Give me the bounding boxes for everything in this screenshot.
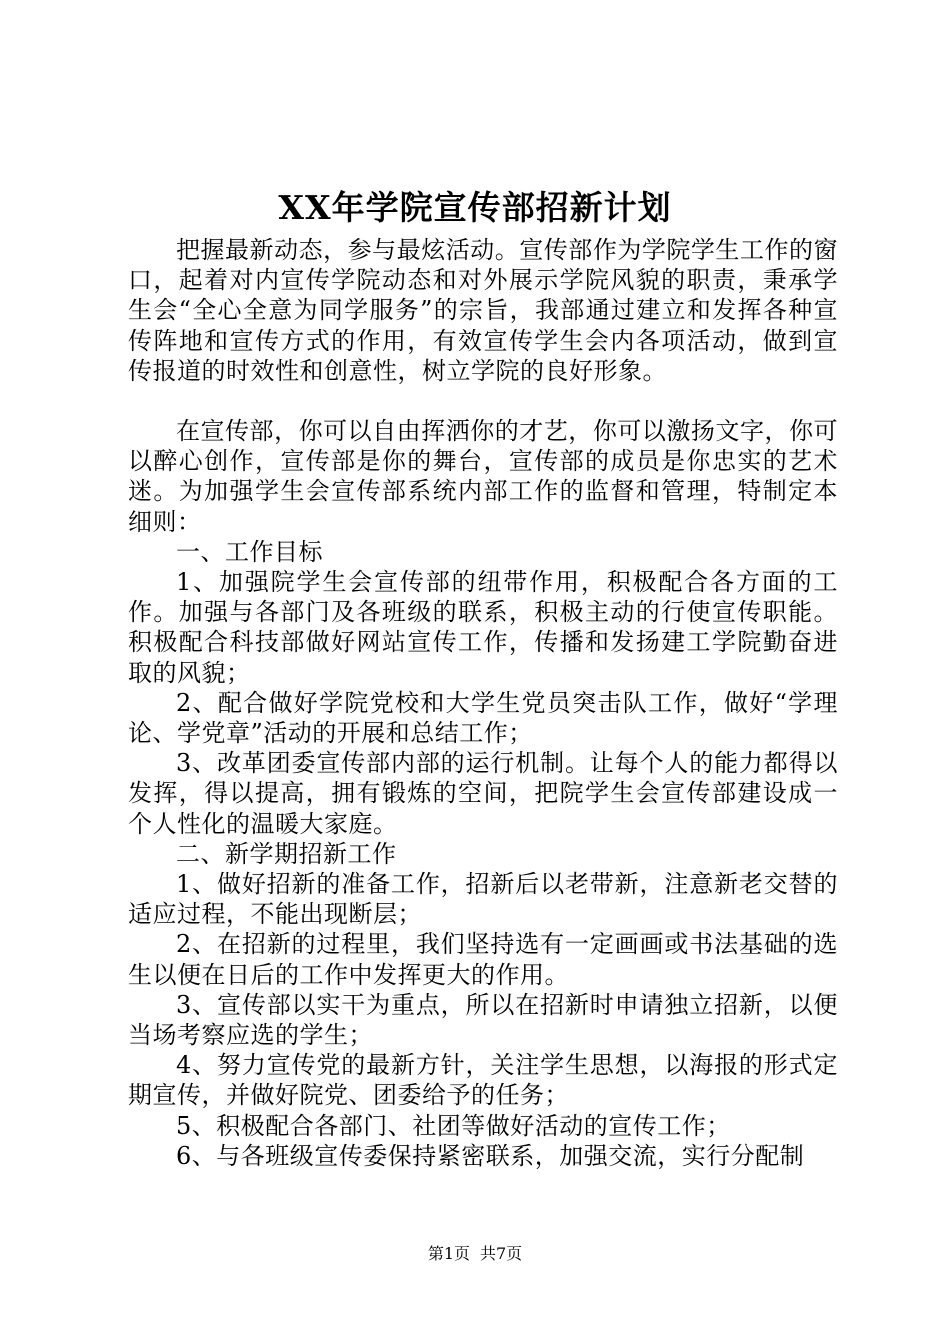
document-body [128, 235, 838, 1171]
recruitment-item-5: 5、积极配合各部门、社团等做好活动的宣传工作； [176, 1111, 731, 1140]
recruitment-item-6: 6、与各班级宣传委保持紧密联系，加强交流，实行分配制 [176, 1141, 805, 1170]
paragraph-welcome: 在宣传部，你可以自由挥洒你的才艺，你可以激扬文字，你可以醉心创作，宣传部是你的舞台，宣传部的成员是你忠实的艺术迷。为加强学生会宣传部系统内部工作的监督和管理，特制定本细则： [128, 417, 838, 536]
page-number: 第1页 [427, 1244, 470, 1263]
page-footer [0, 1244, 950, 1264]
page-total: 共7页 [480, 1244, 523, 1263]
section-heading-recruitment: 二、新学期招新工作 [176, 839, 397, 868]
goal-item-3: 3、改革团委宣传部内部的运行机制。让每个人的能力都得以发挥，得以提高，拥有锻炼的空间，把院学生会宣传部建设成一个人性化的温暖大家庭。 [128, 749, 838, 838]
recruitment-item-3: 3、宣传部以实干为重点，所以在招新时申请独立招新，以便当场考察应选的学生； [128, 990, 838, 1050]
recruitment-item-4: 4、努力宣传党的最新方针，关注学生思想，以海报的形式定期宣传，并做好院党、团委给予的任务； [128, 1051, 838, 1110]
paragraph-spacer [128, 386, 838, 416]
recruitment-item-1: 1、做好招新的准备工作，招新后以老带新，注意新老交替的适应过程，不能出现断层； [128, 870, 838, 929]
section-heading-goals: 一、工作目标 [176, 537, 323, 566]
paragraph-intro: 把握最新动态，参与最炫活动。宣传部作为学院学生工作的窗口，起着对内宣传学院动态和对外展示学院风貌的职责，秉承学生会“全心全意为同学服务”的宗旨，我部通过建立和发挥各种宣传阵地和宣传方式的作用，有效宣传学生会内各项活动，做到宣传报道的时效性和创意性，树立学院的良好形象。 [128, 236, 838, 385]
document-title: XX年学院宣传部招新计划 [278, 188, 672, 227]
recruitment-item-2: 2、在招新的过程里，我们坚持选有一定画画或书法基础的选生以便在日后的工作中发挥更大的作用。 [128, 930, 838, 989]
goal-item-2: 2、配合做好学院党校和大学生党员突击队工作，做好“学理论、学党章”活动的开展和总结工作； [128, 688, 838, 748]
goal-item-1: 1、加强院学生会宣传部的纽带作用，积极配合各方面的工作。加强与各部门及各班级的联系，积极主动的行使宣传职能。积极配合科技部做好网站宣传工作，传播和发扬建工学院勤奋进取的风貌； [128, 568, 838, 687]
